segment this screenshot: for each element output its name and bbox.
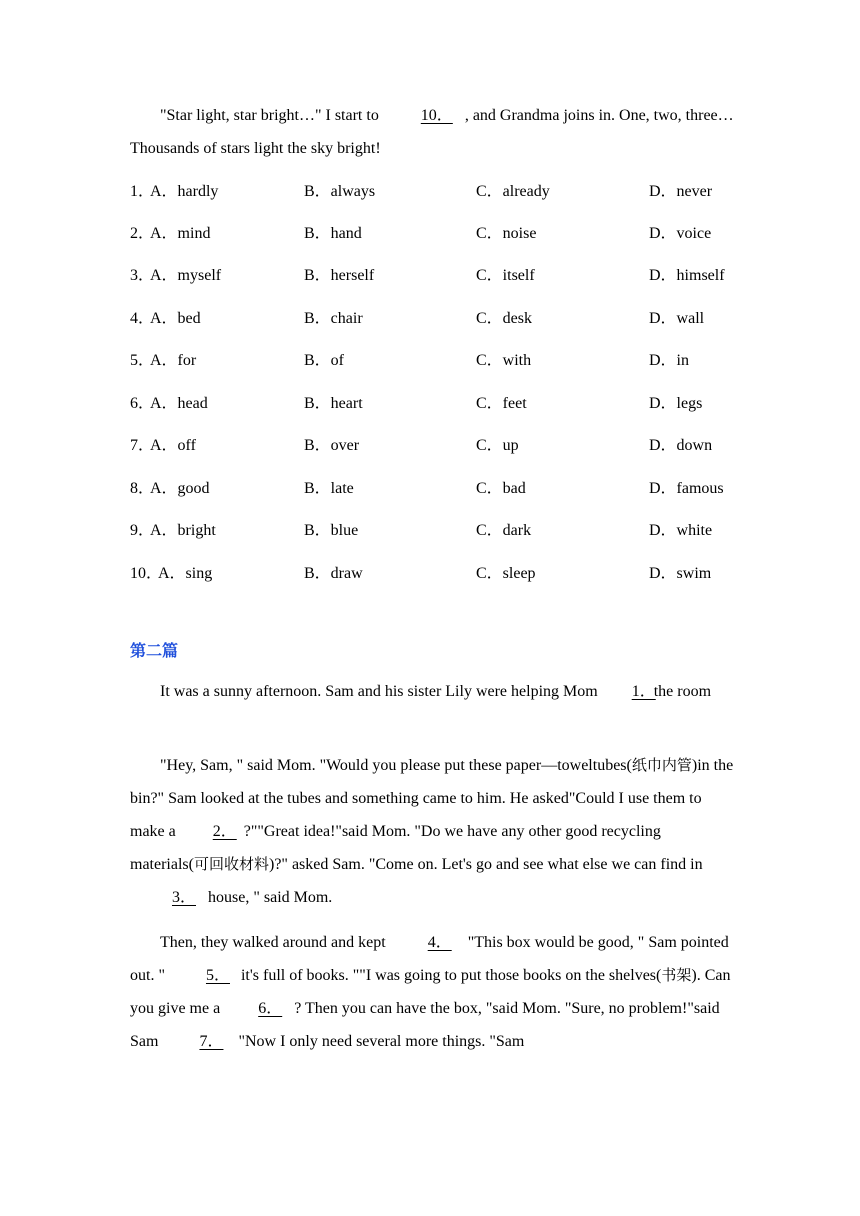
answer-blank-2: 2． [212, 823, 237, 840]
answer-blank-1: 1． [631, 683, 656, 700]
option-b: B．always [304, 183, 376, 200]
option-a: A．head [150, 395, 208, 412]
paragraph-text: "Star light, star bright…" I start to [160, 107, 379, 124]
option-c: C．up [476, 437, 519, 454]
option-c: C．noise [476, 225, 537, 242]
chinese-gloss: 可回收材料 [193, 855, 269, 873]
option-d: D．down [649, 437, 713, 454]
option-d: D．himself [649, 267, 725, 284]
option-a: A．good [150, 480, 210, 497]
option-c: C．dark [476, 522, 532, 539]
option-d: D．white [649, 522, 713, 539]
paragraph-text: ?""Great idea!"said Mom. "Do we have any other good recycling materials( [130, 823, 661, 873]
passage-paragraph-3 [130, 926, 736, 1058]
chinese-gloss: 纸巾内管 [631, 756, 692, 774]
paragraph-text: Then, they walked around and kept [160, 934, 386, 951]
paragraph-text: )?" asked Sam. "Come on. Let's go and see what else we can find in [268, 856, 703, 873]
option-c: C．with [476, 352, 532, 369]
question-number: 5． [130, 352, 155, 369]
option-d: D．wall [649, 310, 705, 327]
question-number: 8． [130, 480, 155, 497]
question-row-8 [130, 475, 750, 499]
option-b: B．draw [304, 565, 363, 582]
paragraph-text: the room [653, 683, 712, 700]
option-a: A．myself [150, 267, 222, 284]
option-a: A．hardly [150, 183, 219, 200]
question-row-10 [130, 560, 750, 584]
option-b: B．chair [304, 310, 363, 327]
question-row-1 [130, 178, 750, 202]
option-d: D．never [649, 183, 713, 200]
question-number: 6． [130, 395, 155, 412]
passage-paragraph-1 [130, 675, 736, 708]
passage-closing-paragraph [130, 99, 736, 165]
option-a: A．bed [150, 310, 201, 327]
option-c: C．bad [476, 480, 526, 497]
paragraph-text: , and Grandma joins in. One, two, three…Thousands of stars light the sky bright! [130, 107, 734, 157]
question-row-4 [130, 305, 750, 329]
paragraph-text: )in the bin?" Sam looked at the tubes and something came to him. He asked"Could I use them to make a [130, 757, 734, 840]
question-number: 2． [130, 225, 155, 242]
option-d: D．swim [649, 565, 712, 582]
question-number: 4． [130, 310, 155, 327]
paragraph-text: ? Then you can have the box, "said Mom. "Sure, no problem!"said Sam [130, 1000, 720, 1050]
option-d: D．legs [649, 395, 703, 412]
question-row-5 [130, 347, 750, 371]
option-d: D．voice [649, 225, 712, 242]
option-d: D．in [649, 352, 690, 369]
paragraph-text: it's full of books. ""I was going to put those books on the shelves( [240, 967, 662, 984]
passage-paragraph-2 [130, 749, 736, 914]
answer-blank-5: 5． [205, 967, 230, 984]
question-number: 9． [130, 522, 155, 539]
option-c: C．already [476, 183, 550, 200]
answer-blank-7: 7． [199, 1033, 224, 1050]
question-row-7 [130, 432, 750, 456]
option-c: C．feet [476, 395, 527, 412]
option-b: B．late [304, 480, 354, 497]
section-title: 第二篇 [130, 641, 179, 660]
option-a: A．for [150, 352, 197, 369]
option-d: D．famous [649, 480, 724, 497]
answer-blank-3: 3． [171, 889, 196, 906]
question-row-6 [130, 390, 750, 414]
option-b: B．over [304, 437, 360, 454]
question-number: 3． [130, 267, 155, 284]
question-row-2 [130, 220, 750, 244]
option-c: C．itself [476, 267, 535, 284]
paragraph-text: It was a sunny afternoon. Sam and his sister Lily were helping Mom [160, 683, 602, 700]
option-b: B．hand [304, 225, 362, 242]
option-b: B．heart [304, 395, 363, 412]
option-c: C．sleep [476, 565, 536, 582]
paragraph-text: "This box would be good, " Sam pointed out. " [130, 934, 729, 984]
answer-blank-6: 6． [258, 1000, 283, 1017]
option-b: B．of [304, 352, 345, 369]
question-number: 7． [130, 437, 155, 454]
option-b: B．herself [304, 267, 375, 284]
option-a: A．bright [150, 522, 216, 539]
option-a: A．mind [150, 225, 211, 242]
question-number: 1． [130, 183, 155, 200]
answer-blank-4: 4． [427, 934, 452, 951]
paragraph-text: house, " said Mom. [208, 889, 333, 906]
question-row-3 [130, 262, 750, 286]
question-number: 10． [130, 565, 163, 582]
answer-blank-10: 10． [420, 107, 453, 124]
option-c: C．desk [476, 310, 533, 327]
paragraph-text: "Now I only need several more things. "Sam [234, 1033, 525, 1050]
option-a: A．off [150, 437, 196, 454]
option-b: B．blue [304, 522, 359, 539]
chinese-gloss: 书架 [661, 966, 692, 984]
option-a: A．sing [158, 565, 213, 582]
question-row-9 [130, 517, 750, 541]
paragraph-text: ). Can you give me a [130, 967, 731, 1017]
paragraph-text: "Hey, Sam, " said Mom. "Would you please put these paper—toweltubes( [160, 757, 632, 774]
